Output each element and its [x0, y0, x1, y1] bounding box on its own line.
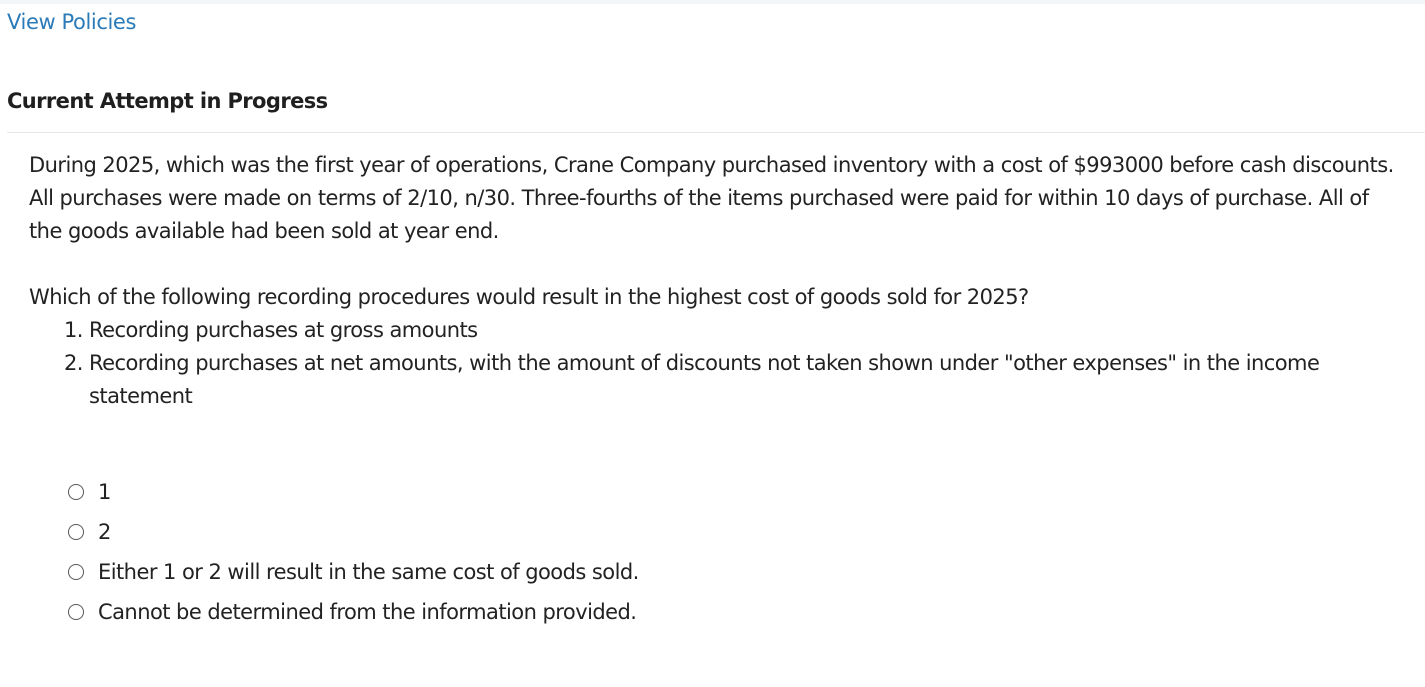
answer-choice-cannot-determine[interactable] [68, 592, 639, 632]
answer-label: Cannot be determined from the information provided. [98, 600, 637, 624]
answer-label: Either 1 or 2 will result in the same cost of goods sold. [98, 560, 639, 584]
answer-choice-either[interactable] [68, 552, 639, 592]
radio-button[interactable] [68, 484, 84, 500]
divider [7, 132, 1425, 133]
answer-label: 1 [98, 480, 111, 504]
procedure-item-1: 1. Recording purchases at gross amounts [89, 314, 1399, 347]
radio-button[interactable] [68, 604, 84, 620]
question-body [29, 149, 1399, 413]
procedure-list [29, 314, 1399, 413]
question-intro: During 2025, which was the first year of operations, Crane Company purchased inventory with a cost of $993000 before cash discounts. All purchases were made on terms of 2/10, n/30. Three-fourths of the items purchased were paid for within 10 days of purchase. All of the goods available had been sold at year end. [29, 153, 1394, 243]
view-policies-link[interactable]: View Policies [7, 10, 136, 34]
answer-choice-2[interactable] [68, 512, 639, 552]
procedure-item-2: 2. Recording purchases at net amounts, with the amount of discounts not taken shown under "other expenses" in the income statement [89, 347, 1399, 413]
radio-button[interactable] [68, 524, 84, 540]
radio-button[interactable] [68, 564, 84, 580]
answer-choices [68, 472, 639, 632]
question-prompt: Which of the following recording procedures would result in the highest cost of goods sold for 2025? [29, 285, 1029, 309]
top-strip [0, 0, 1425, 4]
answer-label: 2 [98, 520, 111, 544]
attempt-heading: Current Attempt in Progress [7, 89, 328, 113]
answer-choice-1[interactable] [68, 472, 639, 512]
